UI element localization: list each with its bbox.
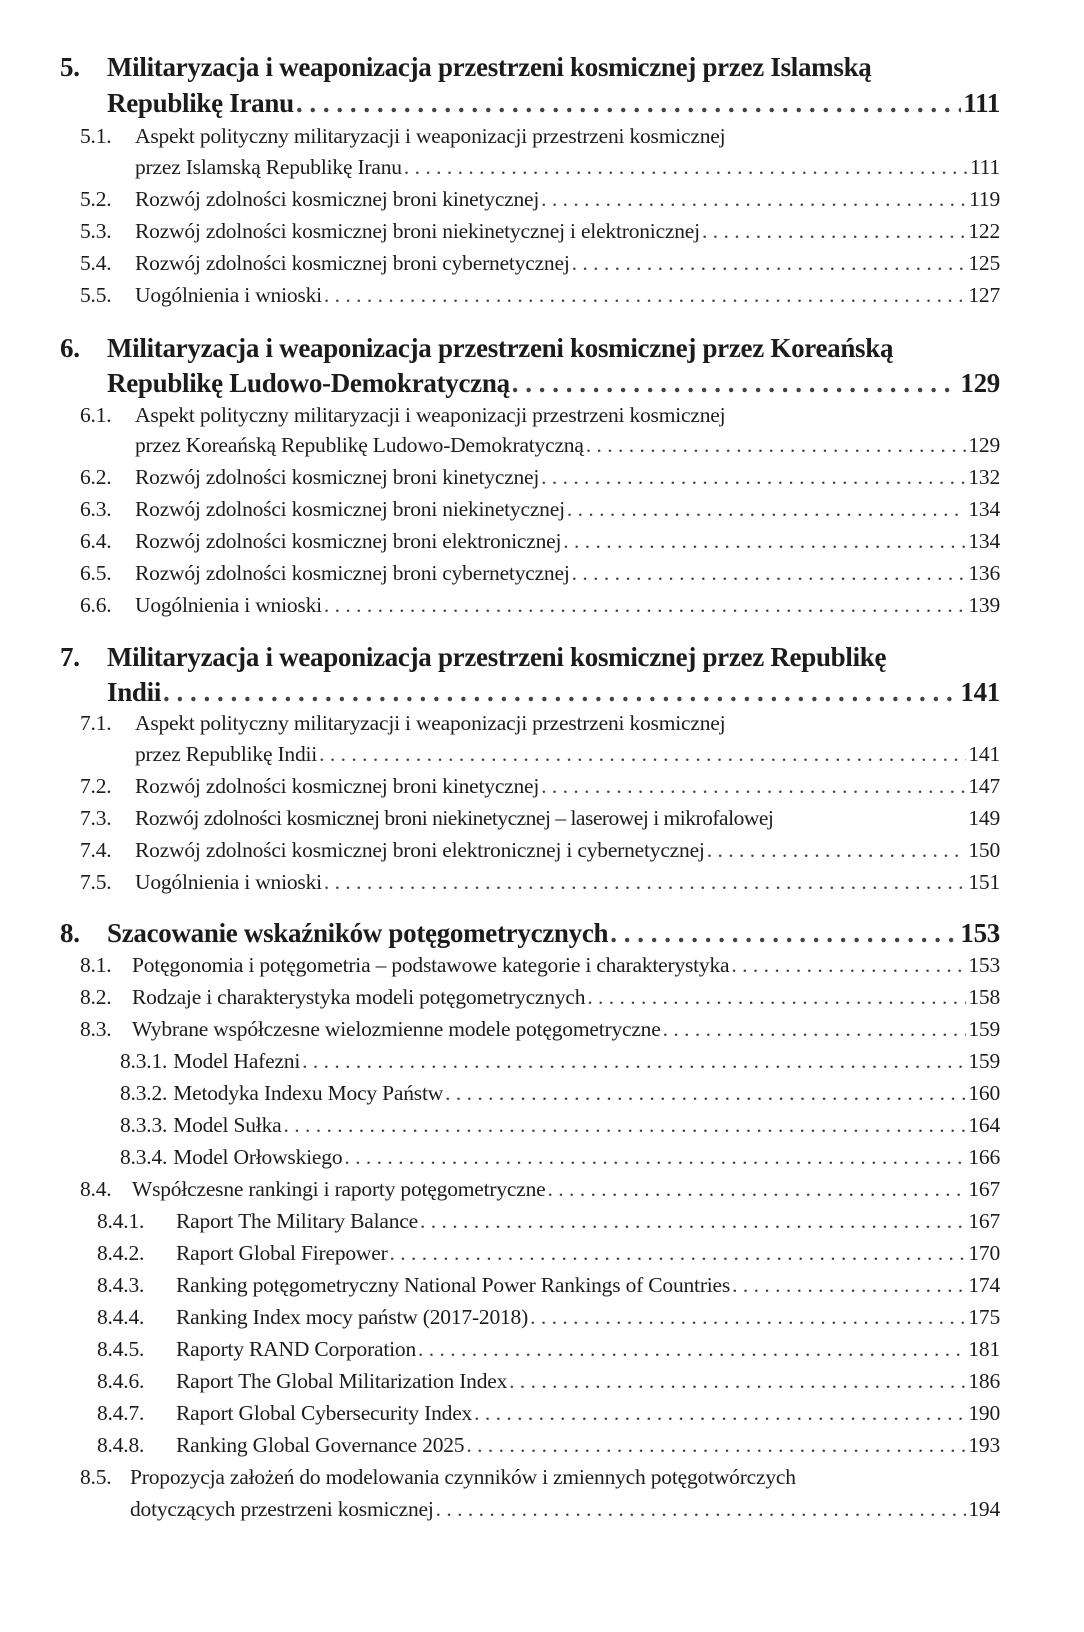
section-title: Aspekt polityczny militaryzacji i weaponizacji przestrzeni kosmicznej xyxy=(135,403,726,427)
leader-dots xyxy=(509,1369,966,1394)
leader-dots xyxy=(731,953,966,978)
section-6-5-entry[interactable] xyxy=(80,561,1000,586)
leader-dots xyxy=(445,1081,966,1106)
page-number: 149 xyxy=(968,806,1000,830)
leader-dots xyxy=(296,88,962,119)
section-7-1-line1 xyxy=(80,711,726,736)
subsection-8-4-2-entry[interactable] xyxy=(97,1241,1000,1266)
leader-dots xyxy=(707,838,967,863)
section-5-3-entry[interactable] xyxy=(80,219,1000,244)
section-title: Wybrane współczesne wielozmienne modele potęgometryczne xyxy=(132,1017,661,1041)
section-title-cont: dotyczących przestrzeni kosmicznej xyxy=(130,1497,434,1521)
section-number: 6.1. xyxy=(80,403,112,427)
section-number: 6.2. xyxy=(80,465,112,489)
page-number: 159 xyxy=(968,1017,1000,1041)
section-title-cont: przez Islamską Republikę Iranu xyxy=(135,155,402,179)
leader-dots xyxy=(541,774,966,799)
subsection-number: 8.3.3. xyxy=(120,1113,168,1137)
page-number: 127 xyxy=(968,283,1000,307)
section-number: 8.2. xyxy=(80,985,112,1009)
page-number: 193 xyxy=(968,1433,1000,1457)
page-number: 139 xyxy=(968,593,1000,617)
section-title: Rozwój zdolności kosmicznej broni kinetycznej xyxy=(135,187,540,211)
leader-dots xyxy=(324,870,966,895)
section-title: Rozwój zdolności kosmicznej broni niekinetycznej xyxy=(135,497,565,521)
section-8-4-entry[interactable] xyxy=(80,1177,1000,1202)
page-number: 141 xyxy=(968,742,1000,766)
subsection-8-3-3-entry[interactable] xyxy=(120,1113,1000,1138)
page-number: 141 xyxy=(960,677,1000,707)
section-title: Rozwój zdolności kosmicznej broni elektronicznej xyxy=(135,529,562,553)
section-7-3-entry[interactable] xyxy=(80,806,1000,831)
section-8-2-entry[interactable] xyxy=(80,985,1000,1010)
page-number: 129 xyxy=(968,433,1000,457)
section-8-3-entry[interactable] xyxy=(80,1017,1000,1042)
leader-dots xyxy=(283,1113,966,1138)
leader-dots xyxy=(418,1337,966,1362)
subsection-8-4-1-entry[interactable] xyxy=(97,1209,1000,1234)
subsection-title: Model Hafezni xyxy=(173,1049,301,1073)
section-number: 7.4. xyxy=(80,838,112,862)
subsection-8-4-4-entry[interactable] xyxy=(97,1305,1000,1330)
leader-dots xyxy=(404,155,968,180)
leader-dots xyxy=(586,433,967,458)
section-8-5-line1 xyxy=(80,1465,796,1490)
page-number: 166 xyxy=(968,1145,1000,1169)
leader-dots xyxy=(324,593,966,618)
section-title: Rodzaje i charakterystyka modeli potęgometrycznych xyxy=(132,985,586,1009)
subsection-8-3-4-entry[interactable] xyxy=(120,1145,1000,1170)
chapter-number: 5. xyxy=(60,52,80,82)
page-number: 125 xyxy=(968,251,1000,275)
leader-dots xyxy=(390,1241,967,1266)
leader-dots xyxy=(436,1497,967,1522)
subsection-number: 8.4.8. xyxy=(97,1433,145,1457)
chapter-6-entry[interactable] xyxy=(107,368,1000,399)
section-8-5-entry[interactable] xyxy=(130,1497,1000,1522)
section-title: Rozwój zdolności kosmicznej broni elektronicznej i cybernetycznej xyxy=(135,838,705,862)
section-title: Rozwój zdolności kosmicznej broni cybernetycznej xyxy=(135,251,570,275)
page-number: 164 xyxy=(968,1113,1000,1137)
section-number: 8.5. xyxy=(80,1465,112,1489)
leader-dots xyxy=(344,1145,966,1170)
chapter-title-cont: Republikę Iranu xyxy=(107,88,294,118)
section-number: 6.4. xyxy=(80,529,112,553)
section-title: Uogólnienia i wnioski xyxy=(135,283,322,307)
section-title: Uogólnienia i wnioski xyxy=(135,870,322,894)
section-7-4-entry[interactable] xyxy=(80,838,1000,863)
subsection-number: 8.4.1. xyxy=(97,1209,145,1233)
page-number: 134 xyxy=(968,497,1000,521)
leader-dots xyxy=(572,251,967,276)
section-title: Rozwój zdolności kosmicznej broni kinetycznej xyxy=(135,774,540,798)
chapter-5-heading-line1 xyxy=(60,52,872,83)
page-number: 147 xyxy=(968,774,1000,798)
page-number: 134 xyxy=(968,529,1000,553)
chapter-title: Szacowanie wskaźników potęgometrycznych xyxy=(107,918,609,948)
subsection-8-4-8-entry[interactable] xyxy=(97,1433,1000,1458)
page-number: 190 xyxy=(968,1401,1000,1425)
section-number: 5.1. xyxy=(80,124,112,148)
subsection-title: Raport The Military Balance xyxy=(176,1209,418,1233)
chapter-title: Militaryzacja i weaponizacja przestrzeni kosmicznej przez Koreańską xyxy=(107,333,894,363)
subsection-number: 8.4.2. xyxy=(97,1241,145,1265)
subsection-number: 8.4.5. xyxy=(97,1337,145,1361)
subsection-number: 8.3.1. xyxy=(120,1049,168,1073)
page-number: 158 xyxy=(968,985,1000,1009)
leader-dots xyxy=(563,529,966,554)
section-6-3-entry[interactable] xyxy=(80,497,1000,522)
section-5-5-entry[interactable] xyxy=(80,283,1000,308)
leader-dots xyxy=(530,1305,966,1330)
leader-dots xyxy=(324,283,966,308)
page-number: 122 xyxy=(968,219,1000,243)
page-number: 167 xyxy=(968,1209,1000,1233)
section-title-cont: przez Republikę Indii xyxy=(135,742,318,766)
page-number: 186 xyxy=(968,1369,1000,1393)
page-number: 151 xyxy=(968,870,1000,894)
section-number: 7.5. xyxy=(80,870,112,894)
section-6-1-line1 xyxy=(80,403,726,428)
leader-dots xyxy=(547,1177,966,1202)
chapter-6-heading-line1 xyxy=(60,333,894,364)
chapter-title-cont: Indii xyxy=(107,677,162,707)
section-8-1-entry[interactable] xyxy=(80,953,1000,978)
section-title-cont: przez Koreańską Republikę Ludowo-Demokratyczną xyxy=(135,433,584,457)
subsection-title: Metodyka Indexu Mocy Państw xyxy=(173,1081,444,1105)
subsection-title: Ranking Global Governance 2025 xyxy=(176,1433,465,1457)
section-7-1-entry[interactable] xyxy=(135,742,1000,767)
section-title: Rozwój zdolności kosmicznej broni cybernetycznej xyxy=(135,561,570,585)
page-number: 174 xyxy=(968,1273,1000,1297)
leader-dots xyxy=(541,187,967,212)
chapter-number: 8. xyxy=(60,918,80,948)
section-title: Rozwój zdolności kosmicznej broni kinetycznej xyxy=(135,465,540,489)
page-number: 119 xyxy=(969,187,1000,211)
section-title: Uogólnienia i wnioski xyxy=(135,593,322,617)
leader-dots xyxy=(302,1049,966,1074)
section-number: 6.3. xyxy=(80,497,112,521)
section-5-1-entry[interactable] xyxy=(135,155,1000,180)
subsection-title: Ranking potęgometryczny National Power Rankings of Countries xyxy=(176,1273,731,1297)
section-5-1-line1 xyxy=(80,124,726,149)
leader-dots xyxy=(610,918,958,949)
page-number: 175 xyxy=(968,1305,1000,1329)
chapter-number: 7. xyxy=(60,642,80,672)
section-number: 6.5. xyxy=(80,561,112,585)
section-number: 7.1. xyxy=(80,711,112,735)
subsection-number: 8.3.2. xyxy=(120,1081,168,1105)
section-title: Propozycja założeń do modelowania czynników i zmiennych potęgotwórczych xyxy=(130,1465,796,1489)
page-number: 181 xyxy=(968,1337,1000,1361)
leader-dots xyxy=(541,465,966,490)
page-number: 136 xyxy=(968,561,1000,585)
section-number: 8.3. xyxy=(80,1017,112,1041)
leader-dots xyxy=(420,1209,966,1234)
leader-dots xyxy=(732,1273,966,1298)
subsection-title: Ranking Index mocy państw (2017-2018) xyxy=(176,1305,529,1329)
section-7-2-entry[interactable] xyxy=(80,774,1000,799)
page-number: 129 xyxy=(960,368,1000,398)
section-number: 5.4. xyxy=(80,251,112,275)
section-number: 8.4. xyxy=(80,1177,112,1201)
page-number: 170 xyxy=(968,1241,1000,1265)
section-number: 7.3. xyxy=(80,806,112,830)
section-5-4-entry[interactable] xyxy=(80,251,1000,276)
chapter-8-entry[interactable] xyxy=(60,918,1000,949)
chapter-7-heading-line1 xyxy=(60,642,887,673)
page-number: 194 xyxy=(968,1497,1000,1521)
subsection-title: Model Sułka xyxy=(173,1113,282,1137)
leader-dots xyxy=(572,561,967,586)
chapter-title: Militaryzacja i weaponizacja przestrzeni kosmicznej przez Republikę xyxy=(107,642,887,672)
page-number: 111 xyxy=(969,155,1000,179)
page-number: 111 xyxy=(963,88,1000,118)
subsection-number: 8.4.4. xyxy=(97,1305,145,1329)
section-number: 5.3. xyxy=(80,219,112,243)
section-5-2-entry[interactable] xyxy=(80,187,1000,212)
subsection-title: Raport The Global Militarization Index xyxy=(176,1369,508,1393)
leader-dots xyxy=(567,497,967,522)
subsection-number: 8.4.6. xyxy=(97,1369,145,1393)
chapter-5-entry[interactable] xyxy=(107,88,1000,119)
section-number: 5.2. xyxy=(80,187,112,211)
page-number: 153 xyxy=(960,918,1000,948)
page-number: 132 xyxy=(968,465,1000,489)
section-6-4-entry[interactable] xyxy=(80,529,1000,554)
leader-dots xyxy=(163,677,958,708)
subsection-number: 8.4.3. xyxy=(97,1273,145,1297)
leader-dots xyxy=(512,368,959,399)
section-6-2-entry[interactable] xyxy=(80,465,1000,490)
section-title: Rozwój zdolności kosmicznej broni niekinetycznej – laserowej i mikrofalowej xyxy=(135,806,774,830)
subsection-8-3-1-entry[interactable] xyxy=(120,1049,1000,1074)
section-7-5-entry[interactable] xyxy=(80,870,1000,895)
section-6-6-entry[interactable] xyxy=(80,593,1000,618)
subsection-8-4-6-entry[interactable] xyxy=(97,1369,1000,1394)
section-number: 6.6. xyxy=(80,593,112,617)
section-title: Rozwój zdolności kosmicznej broni niekinetycznej i elektronicznej xyxy=(135,219,700,243)
leader-dots xyxy=(702,219,966,244)
subsection-title: Raporty RAND Corporation xyxy=(176,1337,417,1361)
leader-dots xyxy=(319,742,966,767)
leader-dots xyxy=(587,985,966,1010)
section-6-1-entry[interactable] xyxy=(135,433,1000,458)
section-number: 5.5. xyxy=(80,283,112,307)
section-number: 7.2. xyxy=(80,774,112,798)
section-title: Aspekt polityczny militaryzacji i weaponizacji przestrzeni kosmicznej xyxy=(135,711,726,735)
section-title: Potęgonomia i potęgometria – podstawowe kategorie i charakterystyka xyxy=(132,953,730,977)
subsection-title: Model Orłowskiego xyxy=(173,1145,343,1169)
subsection-number: 8.4.7. xyxy=(97,1401,145,1425)
page-number: 160 xyxy=(968,1081,1000,1105)
subsection-title: Raport Global Firepower xyxy=(176,1241,388,1265)
subsection-8-4-5-entry[interactable] xyxy=(97,1337,1000,1362)
subsection-8-4-7-entry[interactable] xyxy=(97,1401,1000,1426)
leader-dots xyxy=(474,1401,966,1426)
section-title: Współczesne rankingi i raporty potęgometryczne xyxy=(132,1177,546,1201)
subsection-8-4-3-entry[interactable] xyxy=(97,1273,1000,1298)
leader-dots xyxy=(663,1017,967,1042)
chapter-title: Militaryzacja i weaponizacja przestrzeni kosmicznej przez Islamską xyxy=(107,52,872,82)
chapter-title-cont: Republikę Ludowo-Demokratyczną xyxy=(107,368,510,398)
page-number: 153 xyxy=(968,953,1000,977)
page-number: 150 xyxy=(968,838,1000,862)
page-number: 167 xyxy=(968,1177,1000,1201)
section-number: 8.1. xyxy=(80,953,112,977)
chapter-number: 6. xyxy=(60,333,80,363)
leader-dots xyxy=(466,1433,966,1458)
section-title: Aspekt polityczny militaryzacji i weaponizacji przestrzeni kosmicznej xyxy=(135,124,726,148)
subsection-title: Raport Global Cybersecurity Index xyxy=(176,1401,473,1425)
page-number: 159 xyxy=(968,1049,1000,1073)
chapter-7-entry[interactable] xyxy=(107,677,1000,708)
subsection-8-3-2-entry[interactable] xyxy=(120,1081,1000,1106)
subsection-number: 8.3.4. xyxy=(120,1145,168,1169)
